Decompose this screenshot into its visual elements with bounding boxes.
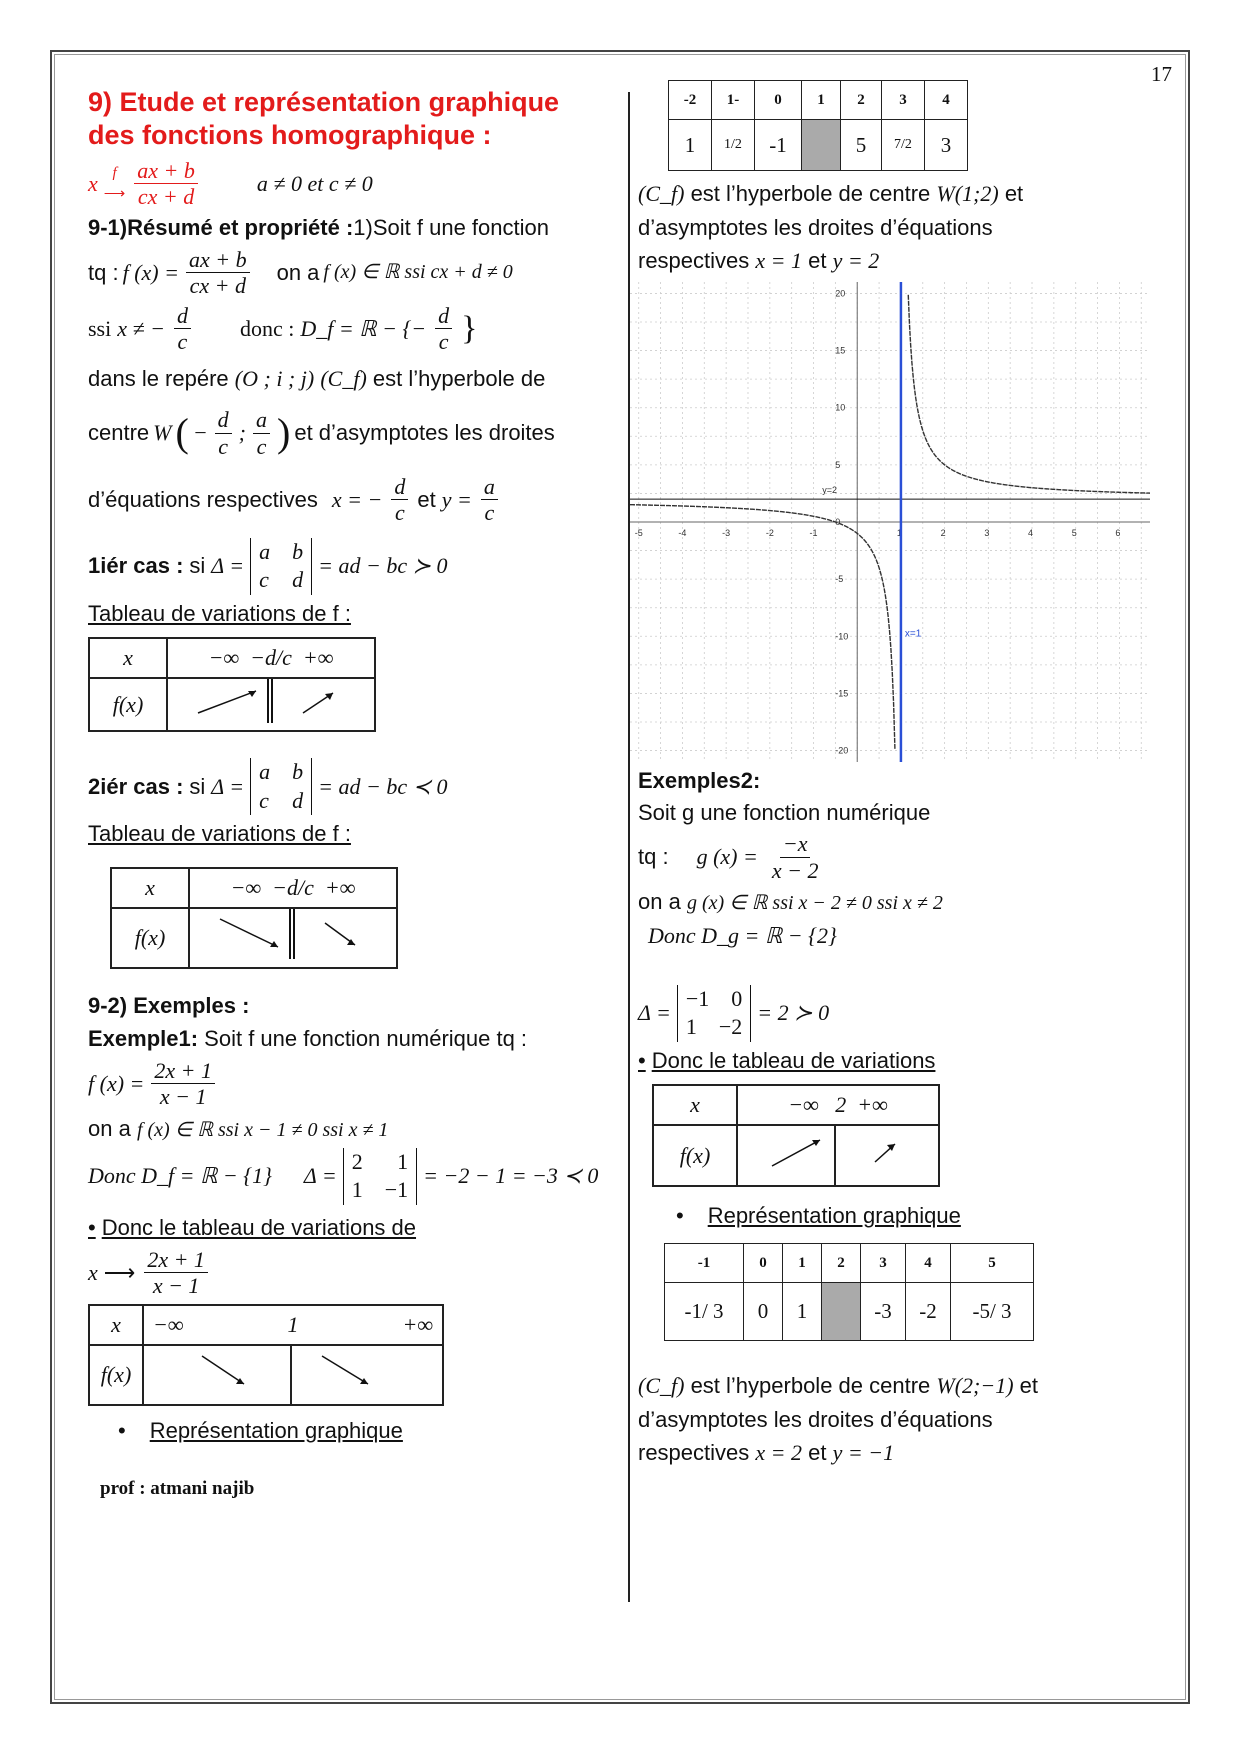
x-tick-label: -2: [765, 528, 774, 539]
case2-variation-table: x −∞ −d/c +∞ f(x): [110, 867, 398, 969]
example2-variation-table: x −∞ 2 +∞ f(x): [652, 1084, 940, 1188]
resume-equations: d’équations respectives x = − $\frac{d}{c}$ et y = $\frac{a}{c}$: [88, 474, 618, 526]
example2-heading: Exemples2:: [638, 768, 761, 794]
example2-delta: Δ = −1 0 1 −2 = 2 ≻ 0: [638, 985, 1178, 1042]
asymptotes-2: d’asymptotes les droites d’équations: [638, 1406, 993, 1432]
example2-domain: Donc D_g = ℝ − {2}: [648, 923, 837, 949]
increasing-arrows: [168, 679, 374, 723]
hyperbola-chart: [630, 282, 1150, 762]
y-tick-label: 20: [835, 288, 846, 299]
example2-graph-title: • Représentation graphique: [676, 1201, 1178, 1231]
example1-cond: on a f (x) ∈ ℝ ssi x − 1 ≠ 0 ssi x ≠ 1: [88, 1115, 389, 1141]
resume-intro: 9-1)Résumé et propriété :1)Soit f une fonction: [88, 215, 549, 241]
example1-table-title: • Donc le tableau de variations de: [88, 1213, 618, 1243]
decreasing-arrows: [190, 909, 396, 959]
right-column: [634, 86, 1178, 1472]
x-tick-label: 6: [1115, 528, 1121, 539]
asymptote-eqs-2: respectives x = 2 et y = −1: [638, 1440, 895, 1466]
examples-heading: 9-2) Exemples :: [88, 992, 250, 1018]
y-tick-label: -10: [835, 631, 849, 642]
asymptotes-1: d’asymptotes les droites d’équations: [638, 214, 993, 240]
x-tick-label: -3: [722, 528, 731, 539]
y-tick-label: 15: [835, 345, 846, 356]
y-tick-label: -5: [835, 574, 844, 585]
x-tick-label: -1: [809, 528, 818, 539]
x-tick-label: 4: [1028, 528, 1034, 539]
decreasing-arrow-left: [144, 1346, 290, 1396]
y-tick-label: -20: [835, 745, 849, 756]
resume-repere: dans le repére (O ; i ; j) (C_f) est l’hyperbole de: [88, 366, 546, 392]
resume-fx: tq : f (x) = $\frac{ax + b}{cx + d}$ on a f (x) ∈ ℝ ssi cx + d ≠ 0: [88, 247, 513, 299]
hyperbole-2: (C_f) est l’hyperbole de centre W(2;−1) et: [638, 1372, 1039, 1398]
asymptote-eqs-1: respectives x = 1 et y = 2: [638, 248, 880, 274]
y-tick-label: 10: [835, 402, 846, 413]
x-tick-label: 2: [940, 528, 946, 539]
example2-intro: Soit g une fonction numérique: [638, 799, 931, 825]
values-table-2: -1 0 1 2 3 4 5 -1/ 3 0 1 -3 -2 -5/ 3: [664, 1243, 1034, 1341]
decreasing-arrow-right: [292, 1346, 442, 1396]
hyperbole-1: (C_f) est l’hyperbole de centre W(1;2) et: [638, 181, 1024, 206]
increasing-arrow-right: [839, 1126, 935, 1178]
y-tick-label: -15: [835, 688, 849, 699]
case2: 2iér cas : si Δ = a b c d = ad − bc ≺ 0: [88, 758, 618, 815]
example2-cond: on a g (x) ∈ ℝ ssi x − 2 ≠ 0 ssi x ≠ 2: [638, 889, 943, 915]
mapping-arrow: ⟶: [103, 184, 126, 202]
example1-mapping: x ⟶ $\frac{2x + 1}{x - 1}$: [88, 1247, 618, 1299]
example1-graph-title: • Représentation graphique: [118, 1416, 618, 1446]
branch-left: [630, 505, 895, 749]
x-tick-label: 5: [1071, 528, 1077, 539]
resume-domain: ssi x ≠ − $\frac{d}{c}$ donc : D_f = ℝ − {− $\frac{d}{c}$ }: [88, 302, 478, 355]
y-tick-label: 0: [835, 517, 841, 528]
example1-variation-table: x −∞ 1 +∞ f(x): [88, 1304, 444, 1406]
values-table-1: -2 1- 0 1 2 3 4 1 1/2 -1 5 7/2 3: [668, 80, 968, 171]
author-signature: prof : atmani najib: [100, 1478, 255, 1499]
left-column: [88, 86, 618, 1450]
case1: 1iér cas : si Δ = a b c d = ad − bc ≻ 0: [88, 538, 618, 595]
mapping-arrow: ⟶: [103, 1259, 136, 1285]
case1-table-title: Tableau de variations de f :: [88, 600, 351, 626]
y-tick-label: 5: [835, 459, 841, 470]
example2-g: tq : g (x) = $\frac{-x}{x - 2}$: [638, 831, 819, 883]
case2-table-title: Tableau de variations de f :: [88, 821, 351, 847]
resume-centre: centre W ( − $\frac{d}{c}$ ; $\frac{a}{c}$ ) et d’asymptotes les droites: [88, 407, 555, 459]
x-tick-label: 1: [896, 528, 902, 539]
asymptote-label-y: y=2: [822, 485, 838, 496]
case1-variation-table: x −∞ −d/c +∞ f(x): [88, 637, 376, 733]
page-number: 17: [1151, 62, 1172, 86]
x-tick-label: -5: [634, 528, 643, 539]
x-tick-label: 3: [984, 528, 990, 539]
x-tick-label: -4: [678, 528, 687, 539]
asymptote-label-x: x=1: [904, 628, 922, 640]
example2-table-title: • Donc le tableau de variations: [638, 1046, 1178, 1076]
example1-intro: Exemple1: Soit f une fonction numérique tq :: [88, 1026, 528, 1052]
definition: x f ⟶ $\frac{ax + b}{cx + d}$ a ≠ 0 et c ≠ 0: [88, 157, 373, 210]
section-title: 9) Etude et représentation graphique des fonctions homographique :: [88, 87, 560, 150]
example1-domain: Donc D_f = ℝ − {1} Δ = 2 1 1 −1 = −2 − 1 = −3 ≺ 0: [88, 1148, 618, 1205]
increasing-arrow-left: [738, 1126, 834, 1178]
example1-f: f (x) = $\frac{2x + 1}{x - 1}$: [88, 1058, 618, 1110]
